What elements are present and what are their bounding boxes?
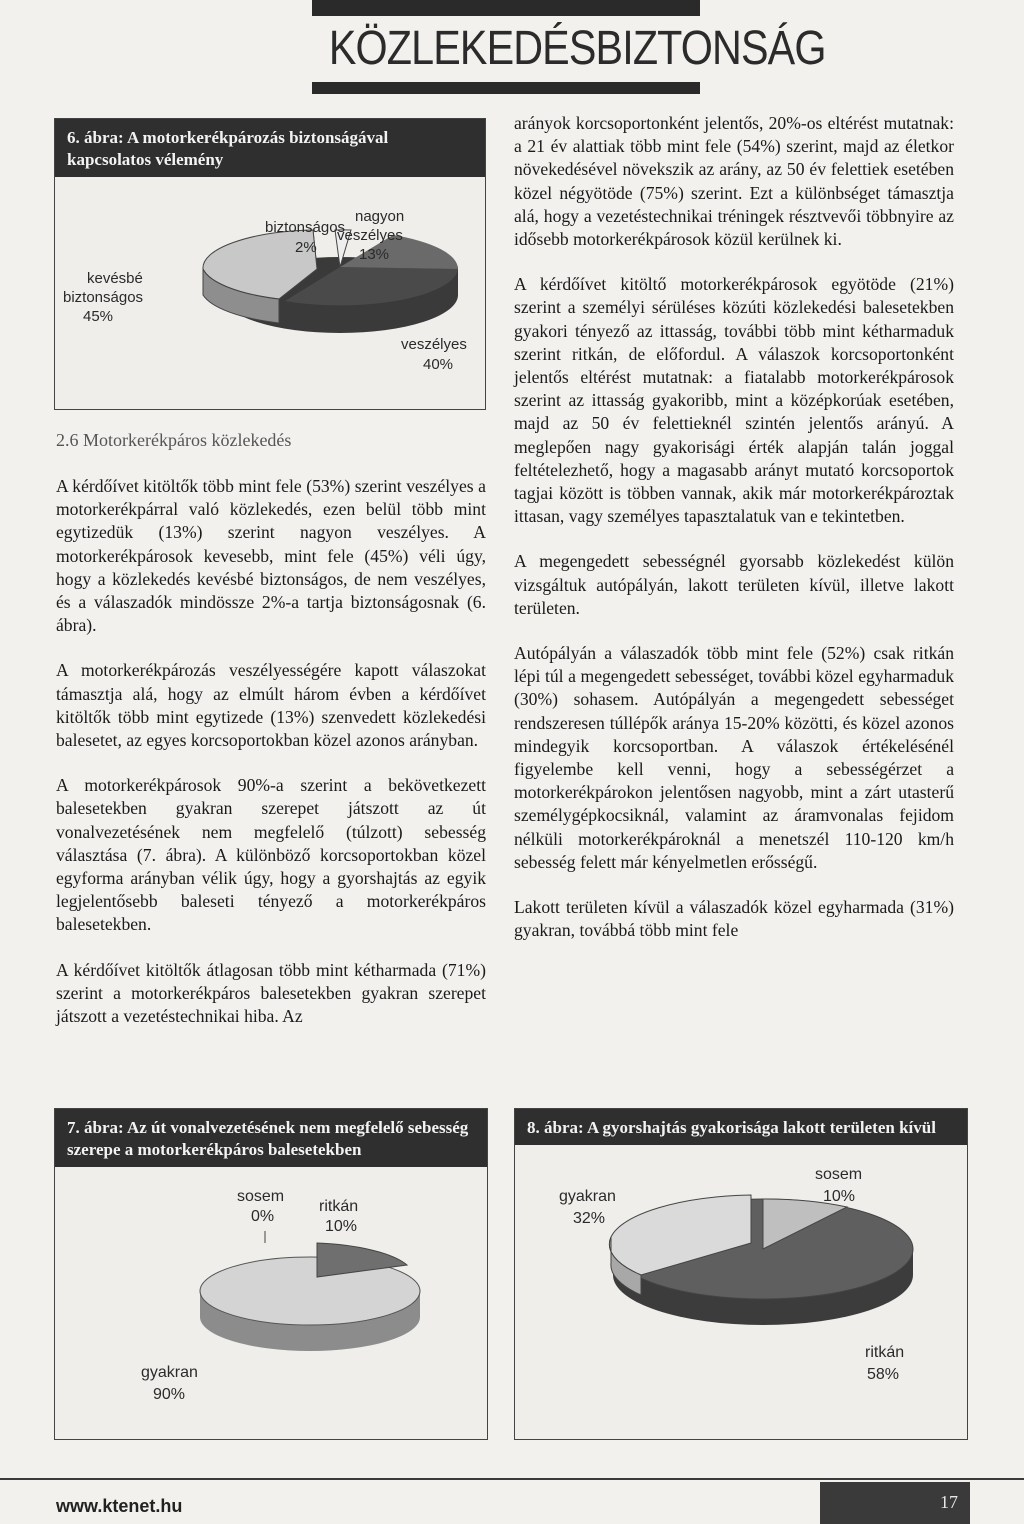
right-paragraph-1: arányok korcsoportonként jelentős, 20%-os eltérést mutatnak: a 21 év alattiak több mint fele (54%) szerint, majd az életkor növekedésével növekszik az arány, az 50 év felettiek esetében közel négyötöde (75%) szerint. Ezt a különbséget támasztja alá, hogy a vezetéstechnikai tréningek résztvevői többnyire az idősebb motorkerékpárosok közül kerülnek ki. <box>514 113 954 250</box>
fig6-pct-veszelyes: 40% <box>423 356 454 373</box>
right-paragraph-3: A megengedett sebességnél gyorsabb közlekedést külön vizsgáltuk autópályán, lakott területen kívül, illetve lakott területen. <box>514 551 954 618</box>
fig7-label-ritkan: ritkán <box>319 1198 359 1215</box>
right-paragraph-2: A kérdőívet kitöltő motorkerékpárosok egyötöde (21%) szerint a személyi sérüléses közúti közlekedési balesetekben gyakori tényező az ittasság, további több mint kétharmaduk szerint ritkán, de előfordul. A válaszok korcsoportonként jelentős eltérést mutatnak: a fiatalabb motorkerékpárosok szerint az ittasság gyakoribb, mint a középkorúak esetében, majd az 50 év felettieknél szintén jelentős arányú. A meglepően nagy gyakorisági érték alapján talán joggal feltételezhető, hogy a magasabb arányt mutató korcsoportok tagjai között is többen vannak, akik már motorkerékpároztak ittasan, vagy személyes tapasztalatuk van e tekintetben. <box>514 274 954 527</box>
left-paragraph-2: A motorkerékpározás veszélyességére kapott válaszokat támasztja alá, hogy az elmúlt három évben a kérdőívet kitöltők több mint egytizede (13%) szenvedett közlekedési balesetet, az egyes korcsoportokban közel azonos arányban. <box>56 660 486 751</box>
fig8-label-gyakran: gyakran <box>559 1188 616 1205</box>
figure-7 <box>54 1108 488 1440</box>
fig6-label-kevesbe-2: biztonságos <box>63 289 144 306</box>
fig6-label-kevesbe: kevésbé <box>87 270 143 287</box>
header-bottom-bar <box>312 82 700 94</box>
fig6-label-biztonsagos: biztonságos <box>265 219 346 236</box>
page-header-title: KÖZLEKEDÉSBIZTONSÁG <box>328 22 826 75</box>
page-number: 17 <box>940 1492 958 1512</box>
left-paragraph-1: A kérdőívet kitöltők több mint fele (53%) szerint veszélyes a motorkerékpárral való közlekedés, ezen belül több mint egytizedük (13%) szerint nagyon veszélyes. A motorkerékpárosok kevesebb, mint fele (45%) véli úgy, hogy a közlekedés kevésbé biztonságos, de nem veszélyes, és a válaszadók mindössze 2%-a tartja biztonságosnak (6. ábra). <box>56 476 486 636</box>
fig8-pct-ritkan: 58% <box>867 1366 900 1383</box>
figure-6 <box>54 118 486 410</box>
fig7-label-sosem: sosem <box>237 1188 285 1205</box>
fig8-pct-sosem: 10% <box>823 1188 856 1205</box>
figure-8-caption: 8. ábra: A gyorshajtás gyakorisága lakott területen kívül <box>515 1109 967 1145</box>
right-column <box>514 112 954 943</box>
fig6-label-nagyon-2: veszélyes <box>337 227 403 244</box>
left-column <box>56 475 486 1028</box>
left-paragraph-3: A motorkerékpárosok 90%-a szerint a bekövetkezett balesetekben gyakran szerepet játszott az út vonalvezetésének nem megfelelő (túlzott) sebesség választása (7. ábra). A különböző korcsoportokban közel egyforma arányban vélik úgy, hogy a gyorshajtás az egyik legjelentősebb baleseti tényező a motorkerékpáros balesetekben. <box>56 775 486 935</box>
right-paragraph-5: Lakott területen kívül a válaszadók közel egyharmada (31%) gyakran, továbbá több mint fele <box>514 897 954 941</box>
fig7-pct-ritkan: 10% <box>325 1218 358 1235</box>
fig7-label-gyakran: gyakran <box>141 1364 198 1381</box>
fig8-label-ritkan: ritkán <box>865 1344 905 1361</box>
figure-6-caption: 6. ábra: A motorkerékpározás biztonságával kapcsolatos vélemény <box>55 119 485 177</box>
fig6-pct-nagyon: 13% <box>359 246 390 263</box>
fig6-label-veszelyes: veszélyes <box>401 336 467 353</box>
section-title: 2.6 Motorkerékpáros közlekedés <box>56 430 292 450</box>
right-paragraph-4: Autópályán a válaszadók több mint fele (52%) csak ritkán lépi túl a megengedett sebességet, további közel egyharmaduk (30%) sohasem. Autópályán a megengedett sebességet rendszeresen túllépők aránya 15-20% közötti, és közel azonos mindegyik korcsoportban. A válaszok értékelésénél figyelembe kell venni, hogy a sebességérzet a motorkerékpárokon jelentősen nagyobb, mint a zárt utasterű személygépkocsiknál, valamint az áramvonalas fejidom nélküli motorkerékpároknál a menetszél 110-120 km/h sebesség felett már kényelmetlen erősségű. <box>514 643 954 872</box>
footer-rule <box>0 1478 1024 1480</box>
figure-7-pie-chart <box>55 1167 487 1437</box>
fig6-label-nagyon: nagyon <box>355 208 405 225</box>
figure-7-caption: 7. ábra: Az út vonalvezetésének nem megfelelő sebesség szerepe a motorkerékpáros balesetekben <box>55 1109 487 1167</box>
page-number-box <box>820 1482 970 1524</box>
figure-6-pie-chart <box>55 177 485 407</box>
fig7-pct-sosem: 0% <box>251 1208 275 1225</box>
figure-8 <box>514 1108 968 1440</box>
left-paragraph-4: A kérdőívet kitöltők átlagosan több mint kétharmada (71%) szerint a motorkerékpáros balesetekben gyakran szerepet játszott a vezetéstechnikai hiba. Az <box>56 959 486 1027</box>
fig8-label-sosem: sosem <box>815 1166 863 1183</box>
figure-8-pie-chart <box>515 1145 967 1415</box>
fig6-pct-kevesbe: 45% <box>83 308 114 325</box>
fig6-pct-biztonsagos: 2% <box>295 239 317 256</box>
footer-url: www.ktenet.hu <box>56 1496 183 1516</box>
fig7-pct-gyakran: 90% <box>153 1386 186 1403</box>
fig8-pct-gyakran: 32% <box>573 1210 606 1227</box>
